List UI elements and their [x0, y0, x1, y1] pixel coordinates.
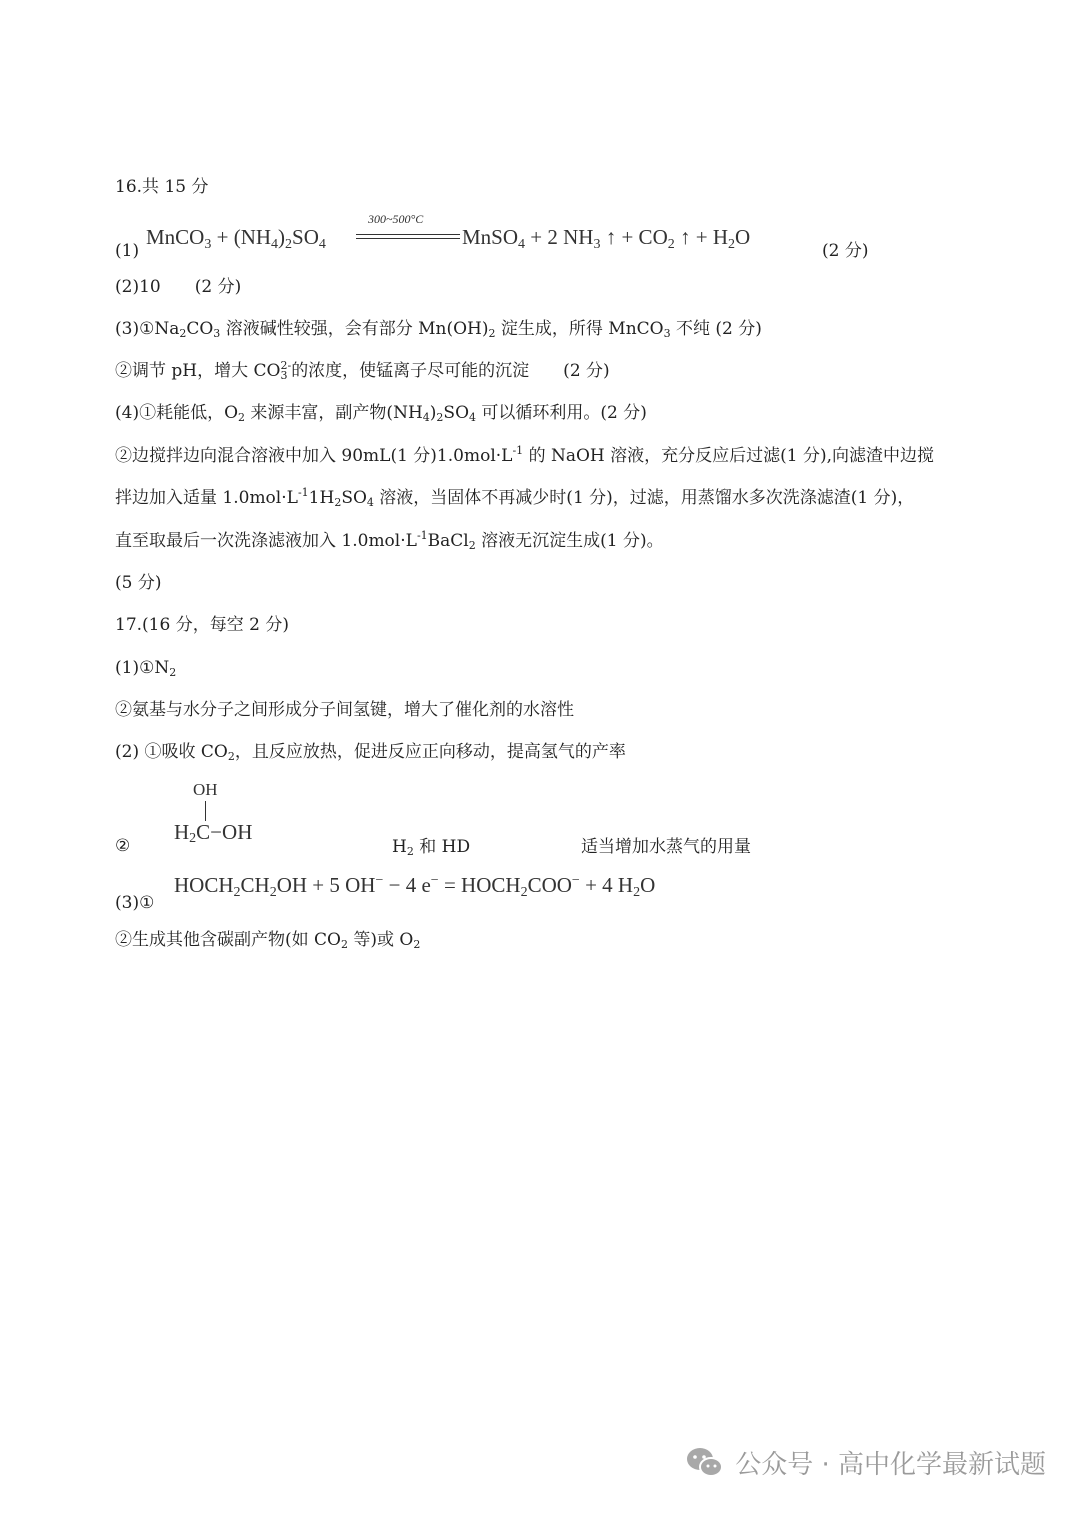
watermark [685, 1444, 1046, 1481]
q16-p3b: ②调节 pH，增大 $CO_3^{2-}$的浓度，使锰离子尽可能的沉淀 (2 分) [115, 359, 610, 382]
wechat-icon [685, 1446, 725, 1480]
q16-header: 16.共 15 分 [115, 177, 209, 197]
q16-p4-score: (5 分) [115, 573, 162, 593]
q16-p4b-line1: ②边搅拌边向混合溶液中加入 90mL(1 分)$1.0mol\cdot L^{-1}$ 的 NaOH 溶液，充分反应后过滤(1 分),向滤渣中边搅 [115, 444, 935, 466]
equals-arrow [356, 234, 460, 239]
q16-p1-label: (1) [115, 241, 140, 261]
q17-p2b-advice: 适当增加水蒸气的用量 [581, 837, 751, 857]
structure-oh-top: OH [193, 780, 218, 799]
q17-p1b: ②氨基与水分子之间形成分子间氢键，增大了催化剂的水溶性 [115, 700, 574, 720]
q16-p3a: $(3)①Na_2CO_3$ 溶液碱性较强，会有部分 $Mn(OH)_2$ 淀生成，所得 MnCO$_3$ 不纯 (2 分) [115, 319, 762, 340]
q16-p4a: (4)①耗能低，$O_2$ 来源丰富，副产物$(NH_4)_2SO_4$ 可以循环利用。(2 分) [115, 403, 647, 424]
q16-p1-products: MnSO$_4$ + 2 $NH_3$ ↑ + $CO_2$ ↑ + $H_2O$ [462, 225, 751, 252]
q17-header: 17.(16 分，每空 2 分) [115, 615, 289, 635]
reaction-condition: 300~500°C [368, 212, 424, 226]
q16-p1-score: (2 分) [822, 241, 869, 261]
watermark-text: 公众号 · 高中化学最新试题 [735, 1450, 1046, 1480]
q17-p3a-label: (3)① [115, 893, 155, 913]
q17-p2b-gas: $H_2$ 和 HD [392, 837, 471, 858]
q16-p4b-line3: 直至取最后一次洗涤滤液加入 $1.0mol\cdot L^{-1}BaCl_2$ 溶液无沉淀生成(1 分)。 [115, 529, 664, 552]
q17-p2b-label: ② [115, 836, 131, 856]
q16-p2: (2)10 (2 分) [115, 277, 242, 297]
q17-p3b: ②生成其他含碳副产物(如 $CO_2$ 等)或 $O_2$ [115, 930, 421, 951]
q17-p1a: $(1)①N_2$ [115, 658, 177, 679]
q16-p1-equation: MnCO$_3$ + $(NH_4)_2SO_4$ [146, 225, 326, 252]
structure-h2c-oh: $H_2C-OH$ [174, 820, 253, 846]
q17-p2a: (2) ①吸收 $CO_2$，且反应放热，促进反应正向移动，提高氢气的产率 [115, 742, 626, 763]
q16-p4b-line2: 拌边加入适量 $1.0mol\cdot L^{-1}1H_2SO_4$ 溶液，当固体不再减少时(1 分)，过滤，用蒸馏水多次洗涤滤渣(1 分)， [115, 486, 915, 509]
q17-p3a-equation: $HOCH_2CH_2OH + 5$ OH− − 4 $e^- = HOCH_2COO^- + 4$ $H_2O$ [174, 873, 656, 900]
structure-bond [205, 801, 206, 821]
